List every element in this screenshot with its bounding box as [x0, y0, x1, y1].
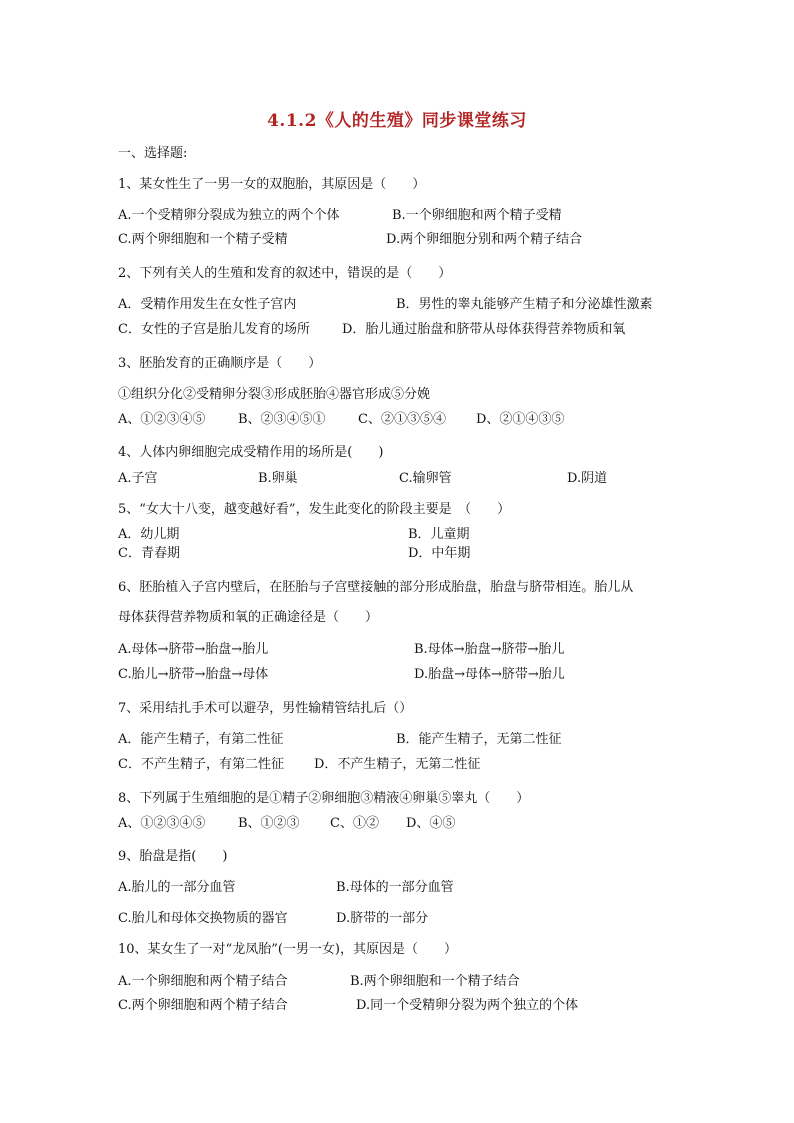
q4-option-d: D.阴道 — [567, 471, 608, 486]
question-10-stem: 10、某女生了一对“龙凤胎”(一男一女)，其原因是（ ） — [118, 942, 457, 957]
q1-option-d: D.两个卵细胞分别和两个精子结合 — [386, 232, 583, 247]
question-1-stem: 1、某女性生了一男一女的双胞胎，其原因是（ ） — [118, 177, 426, 192]
question-3-stem: 3、胚胎发育的正确顺序是（ ） — [118, 356, 322, 371]
q1-option-a: A.一个受精卵分裂成为独立的两个个体 — [118, 208, 340, 223]
q1-option-b: B.一个卵细胞和两个精子受精 — [392, 208, 562, 223]
q6-option-b: B.母体→胎盘→脐带→胎儿 — [414, 642, 565, 657]
question-4-stem: 4、人体内卵细胞完成受精作用的场所是( ) — [118, 445, 384, 460]
q4-option-c: C.输卵管 — [399, 471, 452, 486]
q5-option-d: D．中年期 — [408, 546, 471, 561]
q7-option-c: C．不产生精子，有第二性征 — [118, 757, 284, 772]
q9-option-d: D.脐带的一部分 — [336, 911, 429, 926]
q2-option-a: A．受精作用发生在女性子宫内 — [118, 297, 297, 312]
q7-option-a: A．能产生精子，有第二性征 — [118, 732, 284, 747]
q10-option-a: A.一个卵细胞和两个精子结合 — [118, 974, 288, 989]
q9-option-a: A.胎儿的一部分血管 — [118, 880, 236, 895]
section-heading: 一、选择题: — [118, 146, 188, 161]
q3-option-d: D、②①④③⑤ — [476, 412, 565, 427]
question-2-stem: 2、下列有关人的生殖和发育的叙述中，错误的是（ ） — [118, 266, 452, 281]
q9-option-b: B.母体的一部分血管 — [336, 880, 454, 895]
question-9-stem: 9、胎盘是指( ) — [118, 849, 228, 864]
q3-sequence: ①组织分化②受精卵分裂③形成胚胎④器官形成⑤分娩 — [118, 387, 431, 402]
question-8-stem: 8、下列属于生殖细胞的是①精子②卵细胞③精液④卵巢⑤睾丸（ ） — [118, 791, 530, 806]
q6-option-d: D.胎盘→母体→脐带→胎儿 — [414, 667, 565, 682]
q4-option-b: B.卵巢 — [258, 471, 298, 486]
question-6-stem-cont: 母体获得营养物质和氧的正确途径是（ ） — [118, 610, 379, 625]
q6-option-a: A.母体→脐带→胎盘→胎儿 — [118, 642, 269, 657]
q6-option-c: C.胎儿→脐带→胎盘→母体 — [118, 667, 269, 682]
question-7-stem: 7、采用结扎手术可以避孕，男性输精管结扎后（） — [118, 701, 413, 716]
q5-option-c: C．青春期 — [118, 546, 180, 561]
q10-option-b: B.两个卵细胞和一个精子结合 — [350, 974, 520, 989]
q9-option-c: C.胎儿和母体交换物质的器官 — [118, 911, 288, 926]
question-5-stem: 5、“女大十八变，越变越好看”，发生此变化的阶段主要是 （ ） — [118, 502, 511, 517]
q3-option-b: B、②③④⑤① — [238, 412, 326, 427]
question-6-stem: 6、胚胎植入子宫内壁后，在胚胎与子宫壁接触的部分形成胎盘，胎盘与脐带相连。胎儿从 — [118, 580, 634, 595]
q1-option-c: C.两个卵细胞和一个精子受精 — [118, 232, 288, 247]
q2-option-d: D．胎儿通过胎盘和脐带从母体获得营养物质和氧 — [342, 322, 626, 337]
q2-option-c: C．女性的子宫是胎儿发育的场所 — [118, 322, 310, 337]
q2-option-b: B．男性的睾丸能够产生精子和分泌雄性激素 — [396, 297, 653, 312]
q10-option-c: C.两个卵细胞和两个精子结合 — [118, 998, 288, 1013]
q5-option-b: B．儿童期 — [408, 527, 470, 542]
q5-option-a: A．幼儿期 — [118, 527, 180, 542]
q8-option-a: A、①②③④⑤ — [118, 816, 206, 831]
q4-option-a: A.子宫 — [118, 471, 158, 486]
page-title: 4.1.2《人的生殖》同步课堂练习 — [267, 111, 527, 131]
q7-option-b: B．能产生精子，无第二性征 — [396, 732, 562, 747]
q3-option-c: C、②①③⑤④ — [358, 412, 446, 427]
q3-option-a: A、①②③④⑤ — [118, 412, 206, 427]
q8-option-c: C、①② — [330, 816, 379, 831]
q8-option-b: B、①②③ — [238, 816, 300, 831]
q7-option-d: D．不产生精子，无第二性征 — [314, 757, 481, 772]
q10-option-d: D.同一个受精卵分裂为两个独立的个体 — [356, 998, 579, 1013]
q8-option-d: D、④⑤ — [406, 816, 456, 831]
